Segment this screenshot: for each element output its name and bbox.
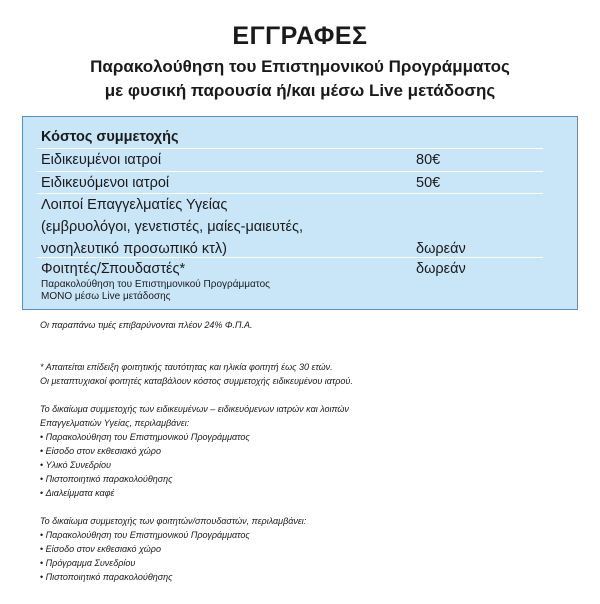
- subtitle-line-1: Παρακολούθηση του Επιστημονικού Προγράμματος: [90, 57, 510, 76]
- row-note-line-2: ΜΟΝΟ μέσω Live μετάδοσης: [41, 291, 171, 302]
- row-label: Ειδικευόμενοι ιατροί: [41, 175, 170, 191]
- row-divider: [37, 193, 543, 194]
- list-item: • Παρακολούθηση του Επιστημονικού Προγράμματος: [40, 430, 570, 444]
- row-price: 50€: [416, 175, 441, 191]
- list-item: • Υλικό Συνεδρίου: [40, 458, 570, 472]
- vat-note: Οι παραπάνω τιμές επιβαρύνονται πλέον 24% Φ.Π.Α.: [40, 320, 253, 330]
- list-item: • Πιστοποιητικό παρακολούθησης: [40, 472, 570, 486]
- row-price: δωρεάν: [416, 261, 466, 277]
- row-price: 80€: [416, 152, 441, 168]
- row-label-line-3: νοσηλευτικό προσωπικό κτλ): [41, 241, 227, 257]
- list-item: • Είσοδο στον εκθεσιακό χώρο: [40, 542, 570, 556]
- student-requirement-note: * Απαιτείται επίδειξη φοιτητικής ταυτότητας και ηλικία φοιτητή έως 30 ετών.: [40, 362, 333, 372]
- row-divider: [37, 257, 543, 258]
- list-item: • Πιστοποιητικό παρακολούθησης: [40, 570, 570, 584]
- row-note-line-1: Παρακολούθηση του Επιστημονικού Προγράμματος: [41, 279, 270, 290]
- student-includes-list: [40, 528, 570, 584]
- row-label: Ειδικευμένοι ιατροί: [41, 152, 162, 168]
- pricing-box: Κόστος συμμετοχής Ειδικευμένοι ιατροί 80€ Ειδικευόμενοι ιατροί 50€ Λοιποί Επαγγελματίες Υγείας (εμβρυολόγοι, γενετιστές, μαίες-μαιευτές, νοσηλευτικό προσωπικό κτλ) δωρεάν Φοιτητές/Σπουδαστές* δωρεάν Παρακολούθηση του Επιστημονικού Προγράμματος ΜΟΝΟ μέσω Live μετάδοσης: [22, 116, 578, 310]
- subtitle-line-2: με φυσική παρουσία ή/και μέσω Live μετάδοσης: [104, 81, 496, 100]
- fee-includes-intro-line-1: Το δικαίωμα συμμετοχής των ειδικευμένων – ειδικευόμενων ιατρών και λοιπών: [40, 404, 349, 414]
- postgraduate-note: Οι μεταπτυχιακοί φοιτητές καταβάλουν κόστος συμμετοχής ειδικευμένου ιατρού.: [40, 376, 353, 386]
- row-divider: [37, 171, 543, 172]
- list-item: • Παρακολούθηση του Επιστημονικού Προγράμματος: [40, 528, 570, 542]
- row-label: Φοιτητές/Σπουδαστές*: [41, 261, 186, 277]
- row-label-line-1: Λοιποί Επαγγελματίες Υγείας: [41, 197, 228, 213]
- pricing-row-health-professionals: [41, 195, 541, 257]
- fee-includes-list: [40, 430, 570, 500]
- student-includes-intro: Το δικαίωμα συμμετοχής των φοιτητών/σπουδαστών, περιλαμβάνει:: [40, 516, 307, 526]
- list-item: • Διαλείμματα καφέ: [40, 486, 570, 500]
- row-label-line-2: (εμβρυολόγοι, γενετιστές, μαίες-μαιευτές,: [41, 219, 304, 235]
- row-divider: [37, 148, 543, 149]
- list-item: • Είσοδο στον εκθεσιακό χώρο: [40, 444, 570, 458]
- fee-includes-intro-line-2: Επαγγελματιών Υγείας, περιλαμβάνει:: [40, 418, 190, 428]
- page-title: ΕΓΓΡΑΦΕΣ: [232, 22, 368, 50]
- list-item: • Πρόγραμμα Συνεδρίου: [40, 556, 570, 570]
- pricing-row-students: [41, 259, 541, 307]
- footnotes: [40, 318, 570, 584]
- row-price: δωρεάν: [416, 241, 466, 257]
